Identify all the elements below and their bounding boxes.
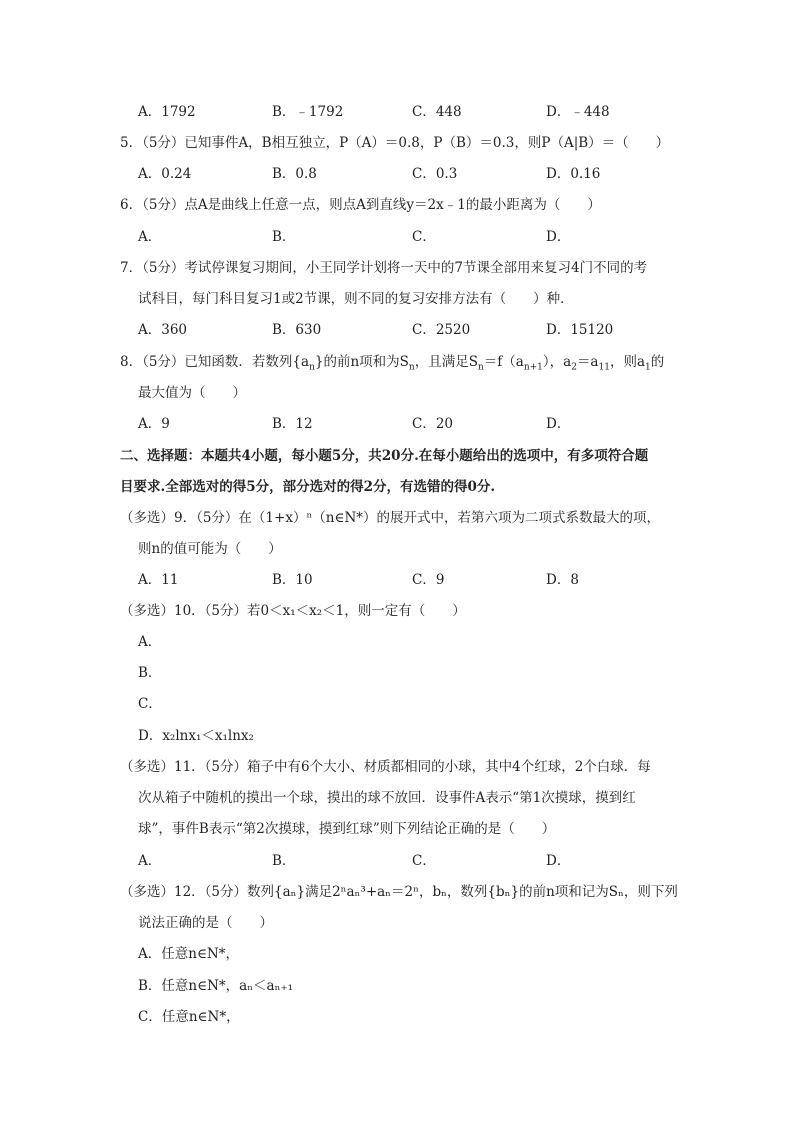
q8-stem-line2: 最大值为（ ） [138, 385, 246, 401]
q8-sub-1: n [309, 362, 315, 373]
q11-stem-line3: 球”，事件B表示“第2次摸球，摸到红球”则下列结论正确的是（ ） [138, 821, 556, 837]
q5-option-d[interactable]: D．0.16 [546, 166, 601, 182]
q8-text-4: ＝f（a [483, 354, 524, 370]
q12-stem-line1: （多选）12．（5分）数列{aₙ}满足2ⁿaₙ³+aₙ＝2ⁿ，bₙ，数列{bₙ}的前n项和记为Sₙ，则下列 [120, 884, 678, 900]
q10-option-d[interactable]: D．x₂lnx₁＜x₁lnx₂ [138, 728, 254, 744]
q8-text-6: ＝a [576, 354, 599, 370]
q5-option-a[interactable]: A．0.24 [138, 166, 192, 182]
q6-option-b[interactable]: B． [272, 229, 296, 245]
q11-stem-line2: 次从箱子中随机的摸出一个球，摸出的球不放回．设事件A表示“第1次摸球，摸到红 [138, 790, 636, 806]
q10-option-c[interactable]: C． [138, 696, 162, 712]
q9-option-c[interactable]: C．9 [412, 572, 445, 588]
q8-stem-line1 [120, 352, 664, 378]
q11-stem-line1: （多选）11．（5分）箱子中有6个大小、材质都相同的小球，其中4个红球，2个白球．每 [120, 759, 651, 775]
q4-option-d[interactable]: D．﹣448 [546, 104, 610, 120]
q6-option-a[interactable]: A． [138, 229, 162, 245]
q10-stem: （多选）10．（5分）若0＜x₁＜x₂＜1，则一定有（ ） [120, 603, 466, 619]
q8-option-d[interactable]: D． [546, 416, 571, 432]
q8-sub-3: n [477, 362, 484, 373]
q4-option-a[interactable]: A．1792 [138, 104, 196, 120]
q8-text-1: 8．（5分）已知函数．若数列{a [120, 354, 310, 370]
q7-stem-line2: 试科目，每门科目复习1或2节课，则不同的复习安排方法有（ ）种． [138, 291, 574, 307]
q6-option-d[interactable]: D． [546, 229, 571, 245]
q8-sub-6: 11 [598, 362, 610, 373]
q9-stem-line1: （多选）9．（5分）在（1+x）ⁿ（n∈N*）的展开式中，若第六项为二项式系数最大的项， [120, 510, 661, 526]
q5-option-b[interactable]: B．0.8 [272, 166, 317, 182]
q6-stem: 6．（5分）点A是曲线上任意一点，则点A到直线y＝2x﹣1的最小距离为（ ） [120, 197, 601, 213]
q10-option-b[interactable]: B． [138, 665, 162, 681]
q8-option-c[interactable]: C．20 [412, 416, 454, 432]
q7-stem-line1: 7．（5分）考试停课复习期间，小王同学计划将一天中的7节课全部用来复习4门不同的考 [120, 260, 648, 276]
q5-stem: 5．（5分）已知事件A，B相互独立，P（A）＝0.8，P（B）＝0.3，则P（A|B）＝（ ） [120, 135, 670, 151]
q8-text-5: ），a [542, 354, 572, 370]
q9-stem-line2: 则n的值可能为（ ） [138, 541, 282, 557]
q9-option-a[interactable]: A．11 [138, 572, 179, 588]
q8-sub-2: n [408, 362, 415, 373]
q8-option-a[interactable]: A．9 [138, 416, 170, 432]
q8-sub-5: 2 [571, 362, 577, 373]
q9-option-b[interactable]: B．10 [272, 572, 313, 588]
q8-text-3: ，且满足S [414, 354, 478, 370]
q10-option-a[interactable]: A． [138, 634, 162, 650]
q5-option-c[interactable]: C．0.3 [412, 166, 458, 182]
q6-option-c[interactable]: C． [412, 229, 436, 245]
q8-text-2: }的前n项和为S [314, 354, 409, 370]
q4-option-c[interactable]: C．448 [412, 104, 462, 120]
section2-heading-line2: 目要求.全部选对的得5分，部分选对的得2分，有选错的得0分. [120, 479, 496, 495]
q7-option-b[interactable]: B．630 [272, 322, 322, 338]
q4-option-b[interactable]: B．﹣1792 [272, 104, 344, 120]
q12-stem-line2: 说法正确的是（ ） [138, 915, 273, 931]
q12-option-a[interactable]: A．任意n∈N*， [138, 946, 239, 962]
section2-heading-line1: 二、选择题：本题共4小题，每小题5分，共20分.在每小题给出的选项中，有多项符合题 [120, 448, 649, 464]
q11-option-a[interactable]: A． [138, 853, 162, 869]
q8-text-8: 的 [650, 354, 665, 370]
q7-option-a[interactable]: A．360 [138, 322, 188, 338]
q8-sub-4: n+1 [523, 362, 543, 373]
q8-sub-7: 1 [645, 362, 651, 373]
q7-option-d[interactable]: D．15120 [546, 322, 614, 338]
q8-option-b[interactable]: B．12 [272, 416, 313, 432]
q9-option-d[interactable]: D．8 [546, 572, 579, 588]
q7-option-c[interactable]: C．2520 [412, 322, 471, 338]
q11-option-b[interactable]: B． [272, 853, 296, 869]
q12-option-c[interactable]: C．任意n∈N*， [138, 1009, 240, 1025]
q11-option-d[interactable]: D． [546, 853, 571, 869]
q11-option-c[interactable]: C． [412, 853, 436, 869]
q12-option-b[interactable]: B．任意n∈N*，aₙ＜aₙ₊₁ [138, 978, 293, 994]
q8-text-7: ，则a [609, 354, 646, 370]
